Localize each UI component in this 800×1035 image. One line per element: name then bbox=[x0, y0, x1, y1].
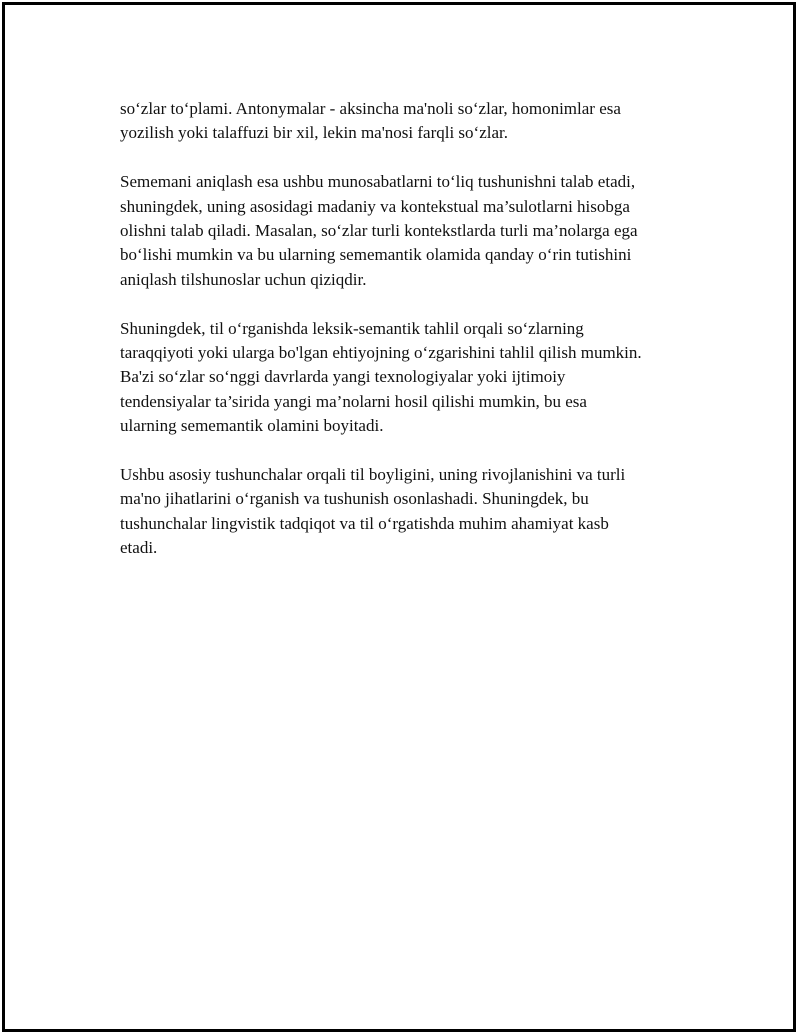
text-line: Ba'zi so‘zlar so‘nggi davrlarda yangi texnologiyalar yoki ijtimoiy bbox=[120, 367, 566, 387]
text-line: Sememani aniqlash esa ushbu munosabatlarni to‘liq tushunishni talab etadi, bbox=[120, 172, 636, 192]
paragraph-3 bbox=[120, 317, 700, 439]
text-line: olishni talab qiladi. Masalan, so‘zlar turli kontekstlarda turli ma’nolarga ega bbox=[120, 221, 638, 241]
text-line: bo‘lishi mumkin va bu ularning sememantik olamida qanday o‘rin tutishini bbox=[120, 245, 632, 265]
document-body bbox=[120, 97, 700, 585]
text-line: shuningdek, uning asosidagi madaniy va kontekstual ma’sulotlarni hisobga bbox=[120, 196, 630, 216]
paragraph-2 bbox=[120, 170, 700, 292]
text-line: tendensiyalar ta’sirida yangi ma’nolarni hosil qilishi mumkin, bu esa bbox=[120, 391, 587, 411]
text-line: taraqqiyoti yoki ularga bo'lgan ehtiyojning o‘zgarishini tahlil qilish mumkin. bbox=[120, 343, 642, 363]
text-line: ularning sememantik olamini boyitadi. bbox=[120, 416, 384, 436]
text-line: etadi. bbox=[120, 538, 158, 558]
text-line: tushunchalar lingvistik tadqiqot va til o‘rgatishda muhim ahamiyat kasb bbox=[120, 513, 609, 533]
paragraph-1 bbox=[120, 97, 700, 146]
text-line: so‘zlar to‘plami. Antonymalar - aksincha ma'noli so‘zlar, homonimlar esa bbox=[120, 99, 621, 118]
text-line: Shuningdek, til o‘rganishda leksik-semantik tahlil orqali so‘zlarning bbox=[120, 318, 584, 338]
text-line: aniqlash tilshunoslar uchun qiziqdir. bbox=[120, 269, 367, 289]
text-line: yozilish yoki talaffuzi bir xil, lekin ma'nosi farqli so‘zlar. bbox=[120, 123, 508, 143]
text-line: ma'no jihatlarini o‘rganish va tushunish osonlashadi. Shuningdek, bu bbox=[120, 489, 589, 509]
page-frame bbox=[2, 2, 796, 1032]
text-line: Ushbu asosiy tushunchalar orqali til boyligini, uning rivojlanishini va turli bbox=[120, 465, 626, 485]
paragraph-4 bbox=[120, 463, 700, 561]
